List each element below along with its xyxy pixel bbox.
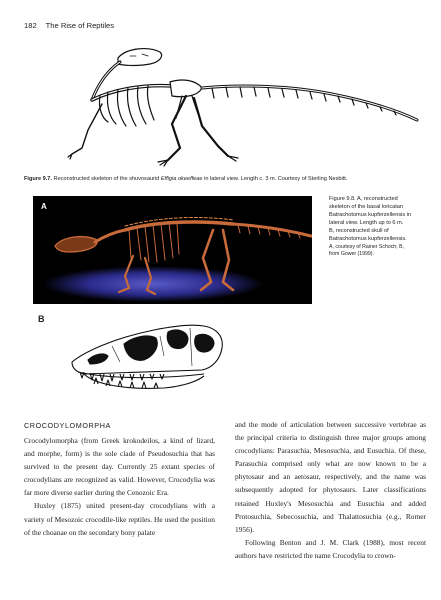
figure-9-8-caption — [329, 196, 429, 259]
paragraph: Crocodylomorpha (from Greek krokodeilos, a kind of lizard, and morphe, form) is the sole clade of Pseudosuchia that has survived to the present day. Currently 25 extant species of crocodylians are recognized as valid. However, Crocodylia was far more diverse earlier during the Cenozoic Era. — [24, 436, 215, 498]
section-heading: CROCODYLOMORPHA — [24, 421, 111, 430]
effigia-skeleton-figure — [22, 40, 420, 170]
caption-rest: in lateral view. Length c. 3 m. Courtesy of Sterling Nesbitt. — [204, 176, 348, 182]
paragraph: Following Benton and J. M. Clark (1988), most recent authors have restricted the name Crocodylia to crown- — [235, 537, 426, 560]
caption-label: Figure 9.7. — [24, 176, 52, 182]
caption-line: B, reconstructed skull of — [329, 227, 389, 234]
running-title: The Rise of Reptiles — [45, 21, 115, 30]
caption-line: Batrachotomus kupferzellensis. — [329, 235, 407, 242]
right-column — [235, 418, 426, 562]
credit-line: A, courtesy of Rainer Schoch; B, — [329, 243, 404, 250]
paragraph: and the mode of articulation between successive vertebrae as the principal criteria to distinguish three major groups among crocodylians: Parasuchia, Mesosuchia, and Eusuchia. Of these, Parasuchia comprised only what are now known to be a phytosaur and an aetosaur, respectively, and the name was subsequently adopted for phytosaurs. Later classifications retained Huxley's Mesosuchia and Eusuchia and added Protosuchia, Sebecosuchia, and Thalattosuchia (e.g., Romer 1956). — [235, 420, 426, 534]
caption-line: Batrachotomus kupferzellensis in — [329, 211, 412, 218]
running-header — [24, 21, 114, 30]
panel-a-label: A — [41, 202, 47, 211]
caption-line: skeleton of the basal loricatan — [329, 203, 404, 210]
left-column — [24, 434, 215, 539]
skeleton-photo-illustration — [33, 196, 312, 304]
paragraph: Huxley (1875) united present-day crocodylians with a variety of Mesozoic crocodile-like reptiles. He used the position of the choanae on the secondary bony palate — [24, 501, 215, 537]
caption-line: lateral view. Length up to 6 m. — [329, 219, 404, 226]
credit-line: from Gower (1999). — [329, 251, 374, 258]
caption-text: Reconstructed skeleton of the shuvosaurid — [53, 176, 160, 182]
batrachotomus-photo — [33, 196, 312, 304]
caption-line: Figure 9.8. A, reconstructed — [329, 196, 398, 202]
batrachotomus-skull-drawing — [64, 316, 229, 396]
caption-taxon: Effigia okeeffeae — [160, 176, 203, 182]
panel-b-label: B — [38, 314, 45, 324]
page-number: 182 — [24, 21, 37, 30]
figure-9-7-caption — [24, 176, 424, 183]
